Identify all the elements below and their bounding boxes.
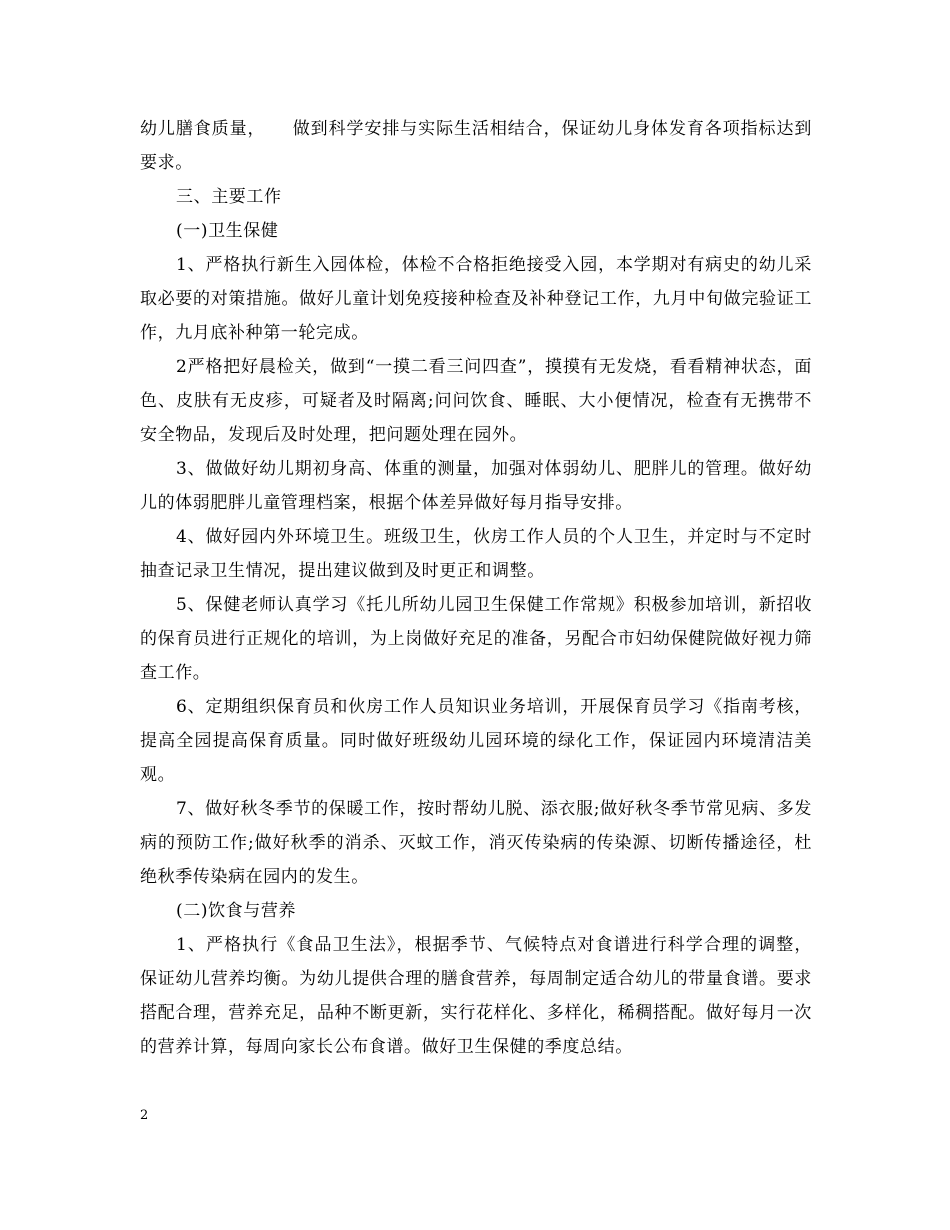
page-number: 2 [140, 1108, 149, 1123]
paragraph-item-2: 2严格把好晨检关，做到“一摸二看三问四查”，摸摸有无发烧，看看精神状态，面色、皮肤有无皮疹，可疑者及时隔离;问问饮食、睡眠、大小便情况，检查有无携带不安全物品，发现后及时处理，把问题处理在园外。 [140, 357, 812, 445]
subheading-health-care: (一)卫生保健 [176, 221, 279, 241]
paragraph-item-4: 4、做好园内外环境卫生。班级卫生，伙房工作人员的个人卫生，并定时与不定时抽查记录卫生情况，提出建议做到及时更正和调整。 [140, 527, 812, 581]
paragraph-item-6: 6、定期组织保育员和伙房工作人员知识业务培训，开展保育员学习《指南考核，提高全园提高保育质量。同时做好班级幼儿园环境的绿化工作，保证园内环境清洁美观。 [140, 697, 812, 785]
paragraph-item-3: 3、做做好幼儿期初身高、体重的测量，加强对体弱幼儿、肥胖儿的管理。做好幼儿的体弱肥胖儿童管理档案，根据个体差异做好每月指导安排。 [140, 459, 812, 513]
paragraph-item-7: 7、做好秋冬季节的保暖工作，按时帮幼儿脱、添衣服;做好秋冬季节常见病、多发病的预防工作;做好秋季的消杀、灭蚊工作，消灭传染病的传染源、切断传播途径，杜绝秋季传染病在园内的发生。 [140, 799, 812, 887]
paragraph-item-1: 1、严格执行新生入园体检，体检不合格拒绝接受入园，本学期对有病史的幼儿采取必要的对策措施。做好儿童计划免疫接种检查及补种登记工作，九月中旬做完验证工作，九月底补种第一轮完成。 [140, 255, 812, 343]
paragraph-diet-item-1: 1、严格执行《食品卫生法》，根据季节、气候特点对食谱进行科学合理的调整，保证幼儿营养均衡。为幼儿提供合理的膳食营养，每周制定适合幼儿的带量食谱。要求搭配合理，营养充足，品种不断更新，实行花样化、多样化，稀稠搭配。做好每月一次的营养计算，每周向家长公布食谱。做好卫生保健的季度总结。 [140, 935, 812, 1057]
section-heading-main-work: 三、主要工作 [176, 187, 282, 207]
document-body [140, 112, 812, 1064]
paragraph-item-5: 5、保健老师认真学习《托儿所幼儿园卫生保健工作常规》积极参加培训，新招收的保育员进行正规化的培训，为上岗做好充足的准备，另配合市妇幼保健院做好视力筛查工作。 [140, 595, 812, 683]
subheading-diet-nutrition: (二)饮食与营养 [176, 901, 297, 921]
paragraph-continued: 幼儿膳食质量， 做到科学安排与实际生活相结合，保证幼儿身体发育各项指标达到要求。 [140, 119, 812, 173]
